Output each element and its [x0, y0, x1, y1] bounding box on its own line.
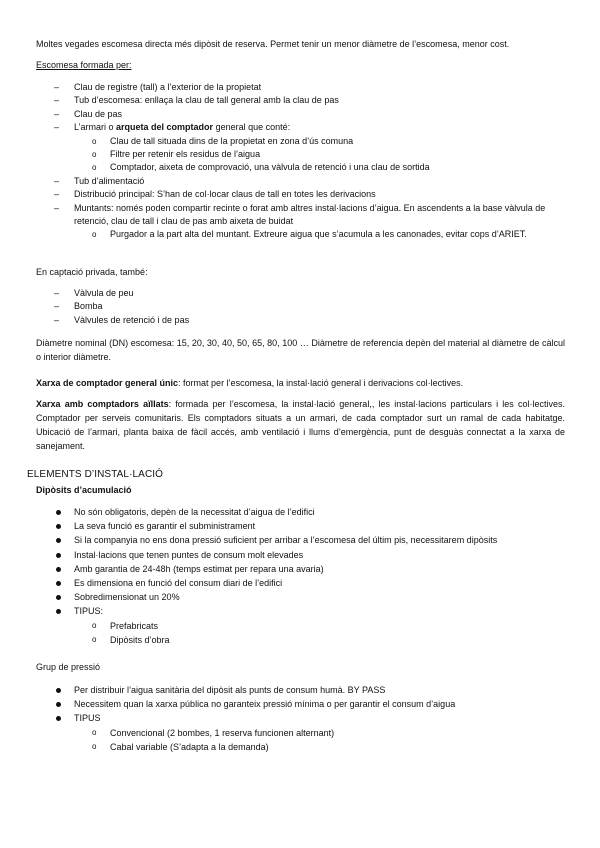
sub-list-item: [36, 619, 571, 633]
list-item-text: Clau de pas: [74, 108, 123, 119]
sub-list-item: [36, 726, 571, 740]
list-item: [36, 81, 571, 94]
list-item: [36, 562, 571, 576]
list-item: [36, 300, 571, 313]
list-item: [36, 576, 571, 590]
diametre-paragraph: Diàmetre nominal (DN) escomesa: 15, 20, 30, 40, 50, 65, 80, 100 … Diàmetre de referencia depèn del material al diàmetre de càlcul o interior diàmetre.: [36, 338, 565, 362]
dash-bullet: –: [54, 189, 60, 200]
list-item-text: La seva funció es garantir el subministrament: [74, 521, 256, 532]
bold-term: Xarxa amb comptadors aïllats: [36, 399, 169, 409]
list-item: [36, 505, 571, 519]
list-item: [36, 188, 571, 201]
circle-bullet: o: [92, 163, 97, 173]
circle-bullet: o: [92, 150, 97, 160]
list-item-text: Sobredimensionat un 20%: [74, 592, 180, 603]
list-item-text: Es dimensiona en funció del consum diari de l’edifici: [74, 578, 283, 589]
diposits-list: [36, 505, 571, 647]
list-item: [36, 548, 571, 562]
list-item: [36, 94, 571, 107]
list-item: [36, 604, 571, 618]
dash-bullet: –: [54, 175, 60, 186]
list-item-text: Cabal variable (S’adapta a la demanda): [110, 741, 269, 752]
list-item: [36, 683, 571, 697]
dot-bullet-icon: [56, 510, 61, 515]
list-item: [36, 711, 571, 725]
list-item: [36, 175, 571, 188]
section-title: ELEMENTS D’INSTAL·LACIÓ: [27, 469, 164, 480]
circle-bullet: o: [92, 136, 97, 146]
list-item: [36, 121, 571, 134]
circle-bullet: o: [92, 230, 97, 240]
list-item-text: Dipòsits d’obra: [110, 634, 170, 645]
list-item-text: Clau de tall situada dins de la propietat en zona d’ús comuna: [110, 135, 354, 146]
escomesa-list: [36, 81, 571, 242]
dash-bullet: –: [54, 202, 60, 213]
list-item: [36, 108, 571, 121]
list-item-text: Comptador, aixeta de comprovació, una vàlvula de retenció i una clau de sortida: [110, 162, 430, 173]
sub-list-item: [36, 161, 571, 174]
list-item-text: Amb garantia de 24-48h (temps estimat per repara una avaria): [74, 563, 324, 574]
list-item-text: Instal·lacions que tenen puntes de consum molt elevades: [74, 549, 304, 560]
list-item-text: Si la companyia no ens dona pressió suficient per arribar a l’escomesa del últim pis, necessitarem dipòsits: [74, 535, 498, 546]
captacio-intro: En captació privada, també:: [36, 267, 148, 277]
list-item: [36, 202, 571, 229]
list-item-text: Tub d’alimentació: [74, 175, 145, 186]
list-item: [36, 519, 571, 533]
dash-bullet: –: [54, 314, 60, 325]
dash-bullet: –: [54, 82, 60, 92]
sub-list-item: [36, 135, 571, 148]
dot-bullet-icon: [56, 538, 61, 543]
list-item-text: Tub d’escomesa: enllaça la clau de tall general amb la clau de pas: [74, 95, 339, 106]
sub-list-item: [36, 740, 571, 754]
dash-bullet: –: [54, 122, 60, 133]
list-item: [36, 533, 571, 547]
grup-list: [36, 683, 571, 754]
xarxa-aillats-paragraph: [36, 397, 565, 453]
xarxa-general-paragraph: [36, 376, 565, 390]
list-item: [36, 314, 571, 327]
list-item-text: Prefabricats: [110, 620, 159, 631]
sub-list-item: [36, 633, 571, 647]
bold-term: arqueta del comptador: [116, 122, 214, 133]
dot-bullet-icon: [56, 716, 61, 721]
dot-bullet-icon: [56, 581, 61, 586]
circle-bullet: o: [92, 634, 97, 644]
dash-bullet: –: [54, 288, 60, 298]
diposits-title: Dipòsits d’acumulació: [36, 485, 132, 495]
list-item-text: Filtre per retenir els residus de l’aigua: [110, 149, 261, 160]
list-item-text: TIPUS: [74, 713, 101, 724]
dot-bullet-icon: [56, 553, 61, 558]
text-run: : format per l’escomesa, la instal·lació general i derivacions col·lectives.: [178, 378, 464, 388]
dash-bullet: –: [54, 108, 60, 119]
dash-bullet: –: [54, 301, 60, 312]
list-item-text: Vàlvula de peu: [74, 288, 134, 298]
bold-term: Xarxa de comptador general únic: [36, 378, 179, 388]
list-item-text: Muntants: només poden compartir recinte o forat amb altres instal·lacions d’aigua. En ascendents a la base vàlvula de retenció, clau de tall i clau de pas amb aixeta de buidat: [74, 202, 546, 227]
list-item-text: [74, 121, 571, 134]
list-item-text: Necessitem quan la xarxa pública no garanteix pressió mínima o per garantir el consum d’aigua: [74, 699, 456, 710]
list-item: [36, 590, 571, 604]
text-run: : formada per l’escomesa, la instal·lació general,, les instal·lacions particulars i les col·lectives. Comptador per serveis comunitaris. Els comptadors situats a un armari, de cada comptador surt un ramal de cada habitatge. Ubicació de l’armari, planta baixa de fàcil accés, amb ventilació i llums d’emergència, punt de desguàs connectat a la xarxa de sanejament.: [36, 399, 565, 451]
sub-list-item: [36, 228, 571, 241]
dot-bullet-icon: [56, 524, 61, 529]
text-run: general que conté:: [213, 122, 291, 133]
intro-paragraph: Moltes vegades escomesa directa més dipòsit de reserva. Permet tenir un menor diàmetre de l’escomesa, menor cost.: [36, 39, 510, 49]
dot-bullet-icon: [56, 609, 61, 614]
circle-bullet: o: [92, 727, 97, 737]
list-item-text: Per distribuir l’aigua sanitària del dipòsit als punts de consum humà. BY PASS: [74, 685, 386, 695]
dot-bullet-icon: [56, 567, 61, 572]
dash-bullet: –: [54, 95, 60, 106]
list-item-text: Distribució principal: S’han de col·locar claus de tall en totes les derivacions: [74, 189, 376, 200]
circle-bullet: o: [92, 620, 97, 630]
list-item-text: No són obligatoris, depèn de la necessitat d’aigua de l’edifici: [74, 507, 315, 517]
list-item-text: TIPUS:: [74, 606, 104, 617]
list-item: [36, 287, 571, 300]
dot-bullet-icon: [56, 595, 61, 600]
list-item-text: Bomba: [74, 301, 103, 312]
grup-title: Grup de pressió: [36, 662, 101, 672]
circle-bullet: o: [92, 741, 97, 751]
escomesa-heading: Escomesa formada per:: [36, 60, 132, 70]
text-run: L’armari o: [74, 122, 117, 133]
list-item-text: Clau de registre (tall) a l’exterior de la propietat: [74, 82, 262, 92]
dot-bullet-icon: [56, 688, 61, 693]
list-item-text: Vàlvules de retenció i de pas: [74, 314, 190, 325]
sub-list-item: [36, 148, 571, 161]
captacio-list: [36, 287, 571, 327]
list-item-text: Purgador a la part alta del muntant. Extreure aigua que s’acumula a les canonades, evitar cops d’ARIET.: [110, 229, 527, 240]
dot-bullet-icon: [56, 702, 61, 707]
list-item: [36, 697, 571, 711]
list-item-text: Convencional (2 bombes, 1 reserva funcionen alternant): [110, 727, 335, 738]
